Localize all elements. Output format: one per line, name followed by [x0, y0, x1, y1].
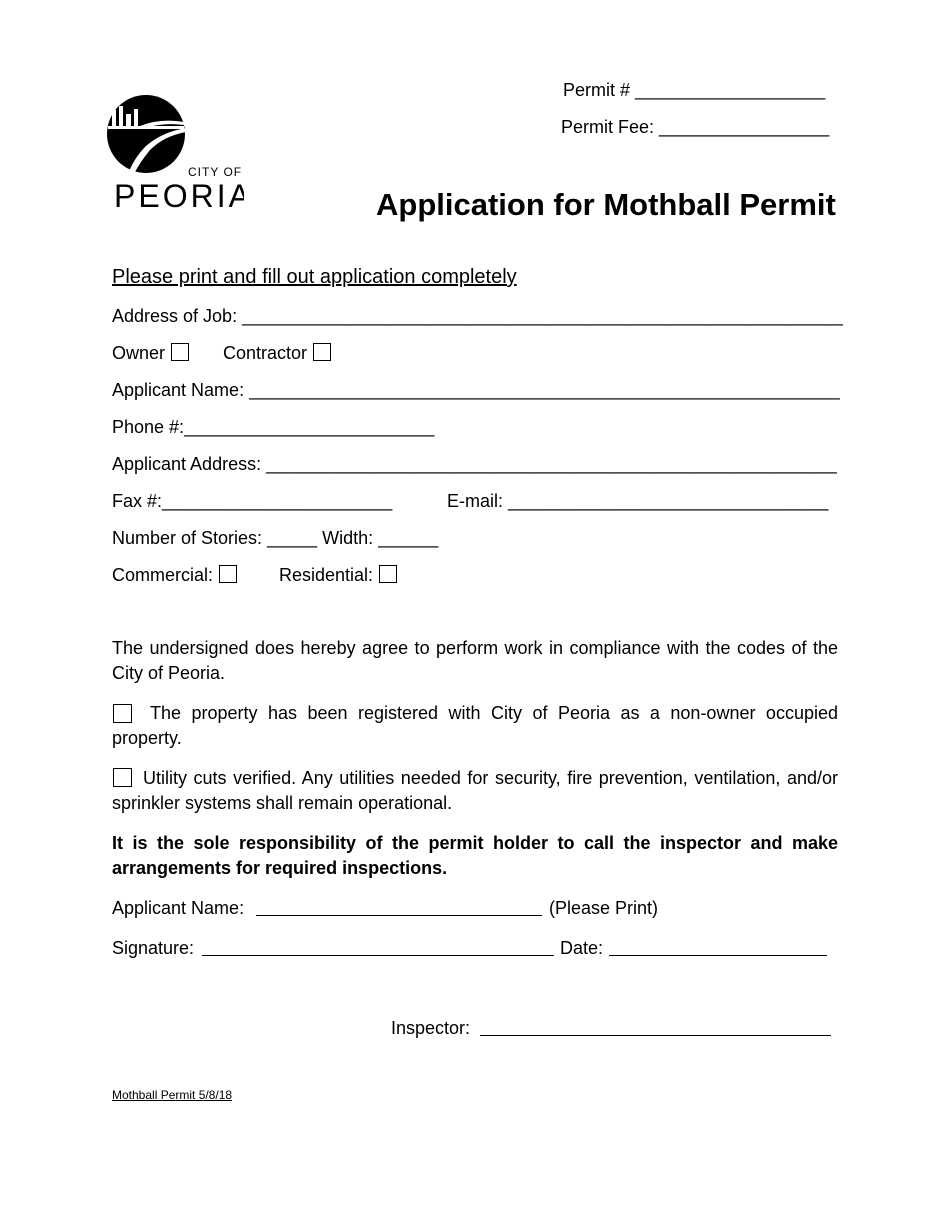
- please-print-note: (Please Print): [549, 898, 659, 918]
- applicant-name-field[interactable]: ___________________________________________________________: [249, 380, 840, 400]
- applicant-address-row: [112, 453, 837, 475]
- utility-statement: Utility cuts verified. Any utilities needed for security, fire prevention, ventilation, and/or sprinkler systems shall remain operational.: [112, 768, 838, 813]
- form-version-footer: Mothball Permit 5/8/18: [112, 1088, 233, 1102]
- applicant-address-label: Applicant Address:: [112, 454, 262, 474]
- permit-fee-field[interactable]: _________________: [659, 117, 830, 137]
- permit-fee-label: Permit Fee:: [561, 117, 655, 137]
- phone-field[interactable]: _________________________: [184, 417, 435, 437]
- email-row: [447, 490, 828, 512]
- contractor-checkbox[interactable]: [313, 343, 331, 361]
- owner-checkbox[interactable]: [171, 343, 189, 361]
- address-of-job-row: [112, 305, 843, 327]
- page-title: Application for Mothball Permit: [376, 187, 836, 222]
- date-label: Date:: [560, 938, 604, 958]
- address-of-job-field[interactable]: ____________________________________________________________: [242, 306, 843, 326]
- width-label: Width:: [322, 528, 374, 548]
- fax-row: [112, 490, 392, 512]
- logo-city-name: PEORIA: [114, 178, 244, 214]
- residential-label: Residential:: [279, 565, 374, 585]
- permit-number-label: Permit #: [563, 80, 631, 100]
- contractor-label: Contractor: [223, 343, 308, 363]
- signature-label: Signature:: [112, 938, 195, 958]
- email-field[interactable]: ________________________________: [508, 491, 829, 511]
- form-instruction: Please print and fill out application completely: [112, 266, 517, 288]
- stories-label: Number of Stories:: [112, 528, 263, 548]
- address-of-job-label: Address of Job:: [112, 306, 238, 326]
- contractor-checkbox-group: [223, 342, 331, 364]
- signature-field[interactable]: [202, 955, 554, 956]
- permit-number-field[interactable]: ___________________: [635, 80, 826, 100]
- registered-statement: The property has been registered with City of Peoria as a non-owner occupied property.: [112, 703, 838, 748]
- stories-width-row: [112, 527, 438, 549]
- peoria-logo-mark-icon: [104, 92, 244, 214]
- phone-label: Phone #:: [112, 417, 185, 437]
- inspector-field[interactable]: [480, 1035, 831, 1036]
- responsibility-notice: It is the sole responsibility of the permit holder to call the inspector and make arrangements for required inspections.: [112, 833, 838, 878]
- date-field[interactable]: [609, 955, 827, 956]
- logo-city-of: CITY OF: [188, 165, 243, 179]
- commercial-label: Commercial:: [112, 565, 214, 585]
- signoff-applicant-name-label: Applicant Name:: [112, 898, 245, 918]
- signoff-applicant-name-field[interactable]: [256, 915, 542, 916]
- applicant-name-row: [112, 379, 840, 401]
- fax-label: Fax #:: [112, 491, 163, 511]
- applicant-name-label: Applicant Name:: [112, 380, 245, 400]
- owner-label: Owner: [112, 343, 166, 363]
- residential-checkbox-group: [279, 564, 397, 586]
- owner-checkbox-group: [112, 342, 189, 364]
- fax-field[interactable]: _______________________: [162, 491, 393, 511]
- stories-field[interactable]: _____: [267, 528, 318, 548]
- commercial-checkbox[interactable]: [219, 565, 237, 583]
- permit-fee-row: [561, 116, 829, 138]
- inspector-label: Inspector:: [391, 1018, 471, 1038]
- commercial-checkbox-group: [112, 564, 237, 586]
- city-of-peoria-logo: [104, 92, 244, 214]
- agreement-statement: The undersigned does hereby agree to perform work in compliance with the codes of the City of Peoria.: [112, 638, 838, 683]
- residential-checkbox[interactable]: [379, 565, 397, 583]
- width-field[interactable]: ______: [378, 528, 439, 548]
- permit-number-row: [563, 79, 825, 101]
- phone-row: [112, 416, 434, 438]
- applicant-address-field[interactable]: _________________________________________________________: [266, 454, 837, 474]
- email-label: E-mail:: [447, 491, 504, 511]
